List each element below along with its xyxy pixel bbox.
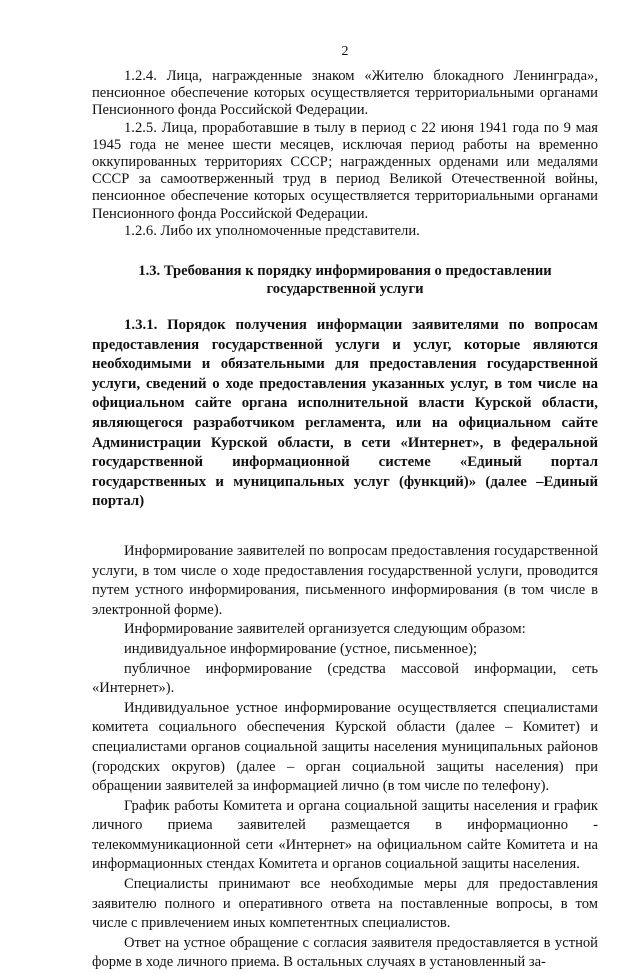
intro-list	[92, 68, 598, 240]
body-paragraph: публичное информирование (средства массовой информации, сеть «Интернет»).	[92, 660, 598, 697]
body-paragraph: Информирование заявителей по вопросам предоставления государственной услуги, в том числе о ходе предоставления государственной услуги, проводится путем устного информирования, письменного информирования (в том числе в электронной форме).	[92, 542, 598, 618]
body-paragraph: индивидуальное информирование (устное, письменное);	[124, 640, 478, 657]
body-text	[92, 542, 598, 973]
paragraph-1-2-4: 1.2.4. Лица, награжденные знаком «Жителю блокадного Ленинграда», пенсионное обеспечение которых осуществляется территориальными органами Пенсионного фонда Российской Федерации.	[92, 68, 598, 119]
paragraph-1-2-6: 1.2.6. Либо их уполномоченные представители.	[124, 222, 420, 239]
subsection-heading: 1.3.1. Порядок получения информации заявителями по вопросам предоставления государственной услуги и услуг, которые являются необходимыми и обязательными для предоставления государственной услуги, сведений о ходе предоставления указанных услуг, в том числе на официальном сайте органа исполнительной власти Курской области, являющегося разработчиком регламента, или на официальном сайте Администрации Курской области, в сети «Интернет», в федеральной государственной информационной системе «Единый портал государственных и муниципальных услуг (функций)» (далее –Единый портал)	[92, 317, 598, 510]
paragraph-1-2-5: 1.2.5. Лица, проработавшие в тылу в период с 22 июня 1941 года по 9 мая 1945 года не менее шести месяцев, исключая период работы на временно оккупированных территориях СССР; награжденных орденами или медалями СССР за самоотверженный труд в период Великой Отечественной войны, пенсионное обеспечение которых осуществляется территориальными органами Пенсионного фонда Российской Федерации.	[92, 119, 598, 222]
body-paragraph: Индивидуальное устное информирование осуществляется специалистами комитета социального обеспечения Курской области (далее – Комитет) и специалистами органов социальной защиты населения муниципальных районов (городских округов) (далее – орган социальной защиты населения) при обращении заявителей за информацией лично (в том числе по телефону).	[92, 699, 598, 795]
body-paragraph: График работы Комитета и органа социальной защиты населения и график личного приема заявителей размещается в информационно - телекоммуникационной сети «Интернет» на официальном сайте Комитета и на информационных стендах Комитета и органов социальной защиты населения.	[92, 797, 598, 873]
body-paragraph: Специалисты принимают все необходимые меры для предоставления заявителю полного и оперативного ответа на поставленные вопросы, в том числе с привлечением иных компетентных специалистов.	[92, 876, 598, 932]
body-paragraph: Ответ на устное обращение с согласия заявителя предоставляется в устной форме в ходе личного приема. В остальных случаях в установленный за-	[92, 934, 598, 971]
page-number: 2	[341, 44, 349, 59]
section-heading: 1.3. Требования к порядку информирования о предоставлении государственной услуги	[138, 263, 552, 298]
body-paragraph: Информирование заявителей организуется следующим образом:	[124, 621, 526, 638]
